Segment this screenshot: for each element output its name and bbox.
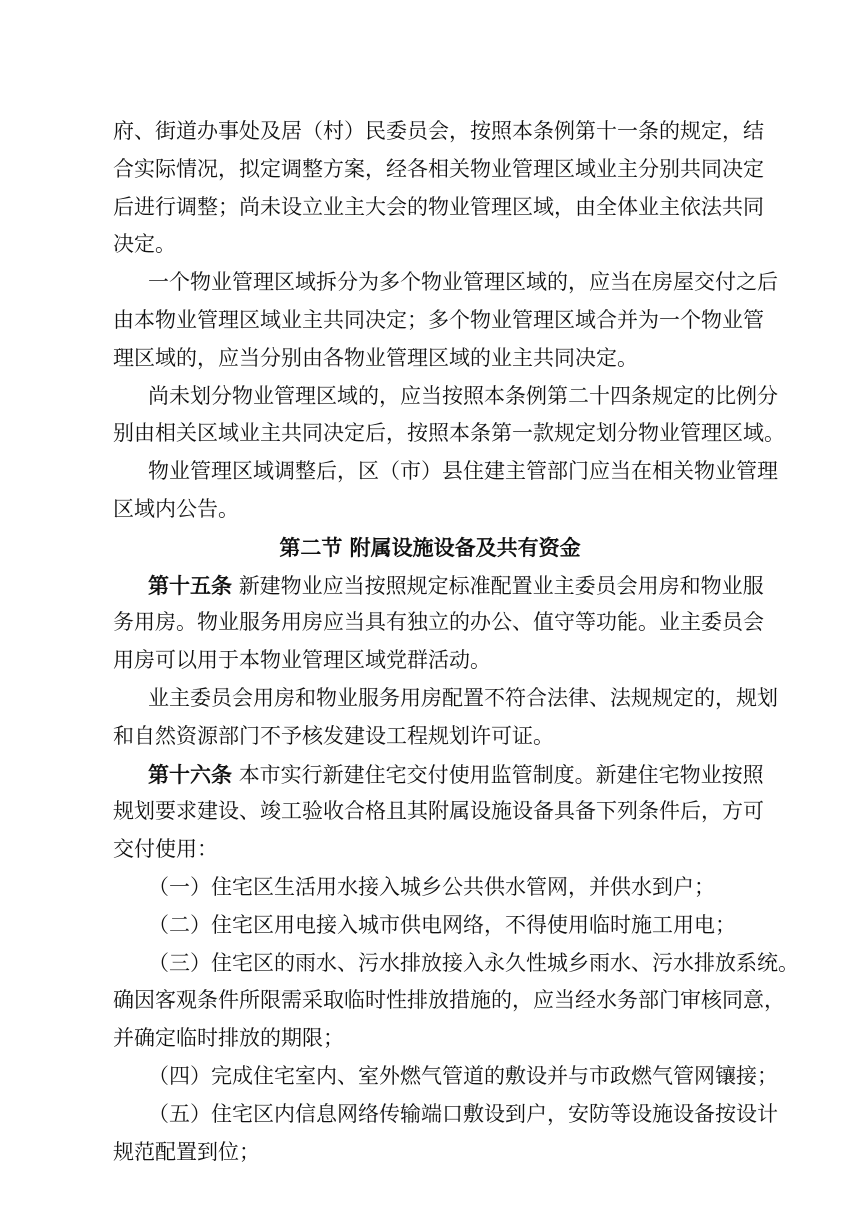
list-item-4: （四）完成住宅室内、室外燃气管道的敷设并与市政燃气管网镶接； [148, 1063, 778, 1088]
body-line: 决定。 [113, 232, 176, 257]
list-item-2: （二）住宅区用电接入城市供电网络，不得使用临时施工用电； [148, 912, 736, 937]
article-15-first-line [0, 567, 860, 605]
article-15-label: 第十五条 [148, 572, 232, 598]
list-item-5: （五）住宅区内信息网络传输端口敷设到户，安防等设施设备按设计 [148, 1101, 778, 1126]
body-line: 并确定临时排放的期限； [113, 1026, 344, 1051]
body-line: 用房可以用于本物业管理区域党群活动。 [113, 648, 491, 673]
body-line: 规划要求建设、竣工验收合格且其附属设施设备具备下列条件后，方可 [113, 799, 764, 824]
body-line: 尚未划分物业管理区域的，应当按照本条例第二十四条规定的比例分 [148, 383, 778, 408]
body-line: 确因客观条件所限需采取临时性排放措施的，应当经水务部门审核同意， [113, 988, 785, 1013]
body-line: 物业管理区域调整后，区（市）县住建主管部门应当在相关物业管理 [148, 459, 778, 484]
body-line: 务用房。物业服务用房应当具有独立的办公、值守等功能。业主委员会 [113, 610, 764, 635]
body-line: 别由相关区域业主共同决定后，按照本条第一款规定划分物业管理区域。 [113, 421, 785, 446]
body-line: 和自然资源部门不予核发建设工程规划许可证。 [113, 723, 554, 748]
article-16-label: 第十六条 [148, 761, 232, 787]
body-line: 合实际情况，拟定调整方案，经各相关物业管理区域业主分别共同决定 [113, 156, 764, 181]
body-line: 规范配置到位； [113, 1139, 260, 1164]
section-heading: 第二节 附属设施设备及共有资金 [279, 534, 581, 560]
body-line: 交付使用： [113, 837, 218, 862]
body-line: 后进行调整；尚未设立业主大会的物业管理区域，由全体业主依法共同 [113, 194, 764, 219]
body-line: 由本物业管理区域业主共同决定；多个物业管理区域合并为一个物业管 [113, 307, 764, 332]
list-item-1: （一）住宅区生活用水接入城乡公共供水管网，并供水到户； [148, 874, 715, 899]
body-line: 区域内公告。 [113, 496, 239, 521]
article-16-first-line [0, 756, 860, 794]
body-line: 一个物业管理区域拆分为多个物业管理区域的，应当在房屋交付之后 [148, 270, 778, 295]
article-15-text: 新建物业应当按照规定标准配置业主委员会用房和物业服 [238, 573, 764, 598]
list-item-3: （三）住宅区的雨水、污水排放接入永久性城乡雨水、污水排放系统。 [148, 950, 799, 975]
article-16-text: 本市实行新建住宅交付使用监管制度。新建住宅物业按照 [238, 762, 764, 787]
body-line: 业主委员会用房和物业服务用房配置不符合法律、法规规定的，规划 [148, 685, 778, 710]
body-line: 府、街道办事处及居（村）民委员会，按照本条例第十一条的规定，结 [113, 119, 764, 143]
body-line: 理区域的，应当分别由各物业管理区域的业主共同决定。 [113, 345, 638, 370]
